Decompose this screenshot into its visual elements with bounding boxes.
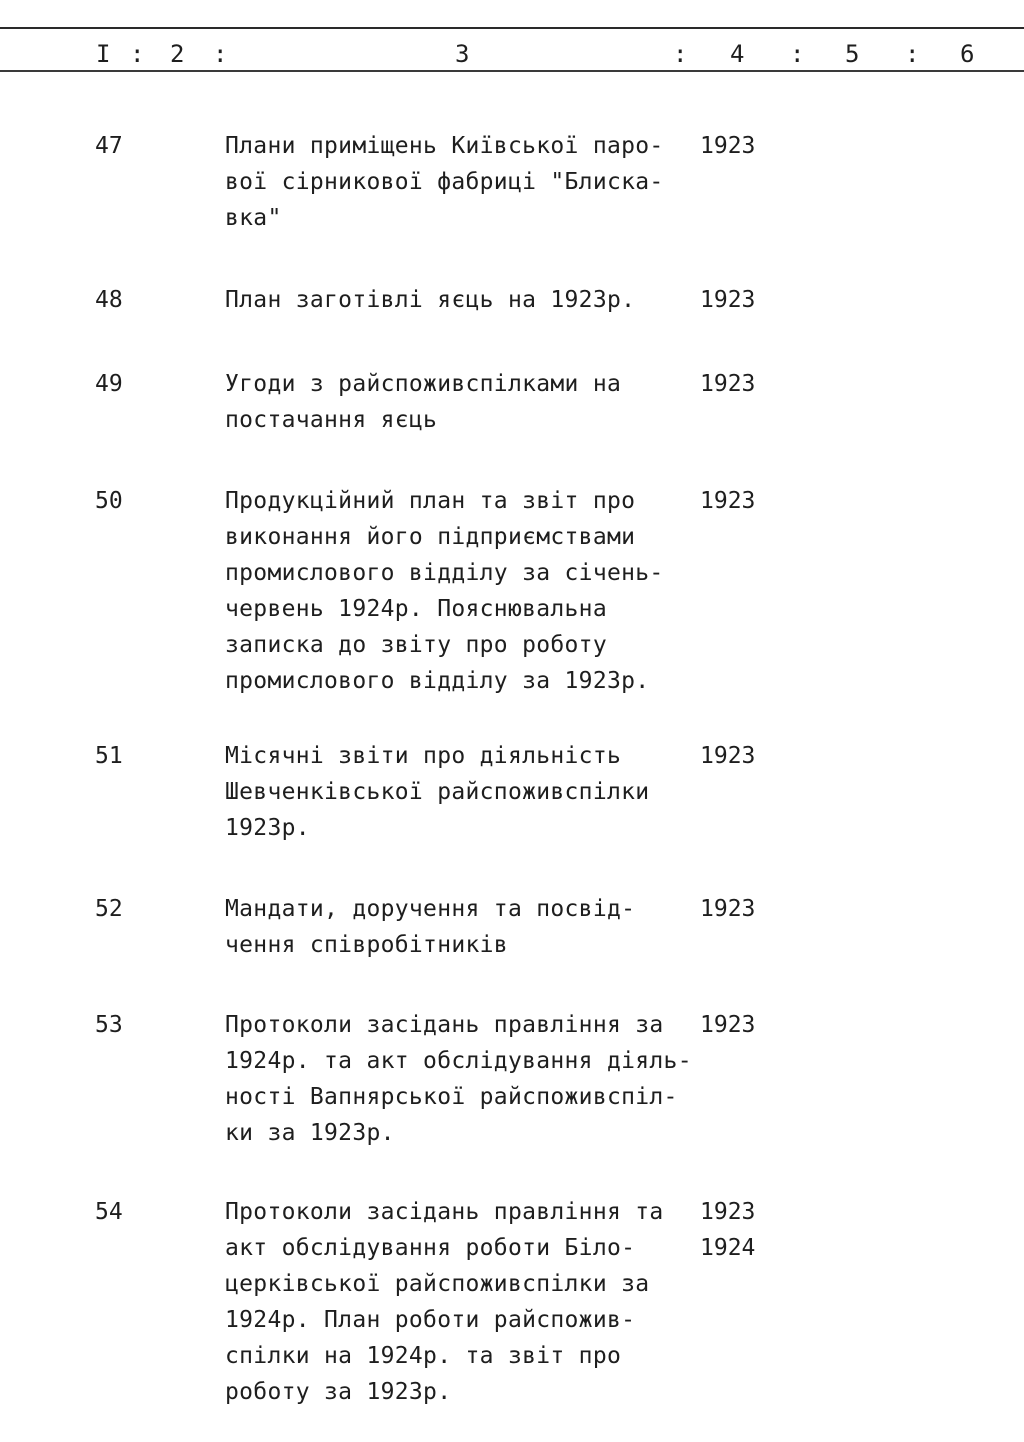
description-line: роботу за 1923р. (225, 1379, 452, 1405)
column-header-1: I (96, 40, 111, 68)
column-separator: : (213, 40, 228, 68)
entry-number: 48 (95, 287, 123, 313)
description-line: чення співробітників (225, 932, 508, 958)
entry-years (700, 366, 755, 402)
description-line: 1924р. та акт обслідування діяль- (225, 1048, 692, 1074)
entry-year: 1923 (700, 896, 756, 922)
description-line: Плани приміщень Київської паро- (225, 133, 664, 159)
description-line: вої сірникової фабриці "Блиска- (225, 169, 664, 195)
entry-years (700, 282, 755, 318)
entry-year: 1923 (700, 133, 756, 159)
entry-years (700, 483, 755, 519)
entry-year: 1923 (700, 743, 756, 769)
entry-number: 49 (95, 371, 123, 397)
entry-number: 54 (95, 1199, 123, 1225)
description-line: Протоколи засідань правління за (225, 1012, 664, 1038)
entry-description (225, 282, 695, 318)
column-header-row (0, 38, 1024, 70)
entry-years (700, 1007, 755, 1043)
description-line: ності Вапнярської райспоживспіл- (225, 1084, 678, 1110)
entry-number: 51 (95, 743, 123, 769)
entry-number: 53 (95, 1012, 123, 1038)
description-line: промислового відділу за 1923р. (225, 668, 650, 694)
entry-year: 1923 (700, 371, 756, 397)
entry-description (225, 366, 695, 438)
entry-years (700, 1194, 755, 1266)
entry-year: 1923 (700, 488, 756, 514)
column-separator: : (673, 40, 688, 68)
entry-description (225, 1194, 695, 1410)
description-line: Місячні звіти про діяльність (225, 743, 622, 769)
header-top-rule (0, 27, 1024, 29)
entry-description (225, 128, 695, 236)
column-header-5: 5 (845, 40, 860, 68)
entry-years (700, 891, 755, 927)
description-line: постачання яєць (225, 407, 438, 433)
description-line: Продукційний план та звіт про (225, 488, 636, 514)
header-bottom-rule (0, 70, 1024, 72)
column-header-3: 3 (455, 40, 470, 68)
column-separator: : (790, 40, 805, 68)
entry-year: 1923 (700, 1199, 756, 1225)
column-separator: : (130, 40, 145, 68)
entry-number: 52 (95, 896, 123, 922)
description-line: вка" (225, 205, 282, 231)
description-line: Мандати, доручення та посвід- (225, 896, 636, 922)
description-line: церківської райспоживспілки за (225, 1271, 650, 1297)
description-line: виконання його підприємствами (225, 524, 636, 550)
description-line: спілки на 1924р. та звіт про (225, 1343, 622, 1369)
description-line: 1923р. (225, 815, 310, 841)
column-header-6: 6 (960, 40, 975, 68)
entry-year: 1923 (700, 287, 756, 313)
entry-years (700, 738, 755, 774)
entry-year: 1924 (700, 1235, 756, 1261)
description-line: Угоди з райспоживспілками на (225, 371, 622, 397)
description-line: Протоколи засідань правління та (225, 1199, 664, 1225)
description-line: записка до звіту про роботу (225, 632, 607, 658)
entry-number: 50 (95, 488, 123, 514)
entry-description (225, 483, 695, 699)
column-separator: : (905, 40, 920, 68)
entry-year: 1923 (700, 1012, 756, 1038)
description-line: План заготівлі яєць на 1923р. (225, 287, 636, 313)
entry-description (225, 1007, 695, 1151)
description-line: акт обслідування роботи Біло- (225, 1235, 636, 1261)
entry-description (225, 738, 695, 846)
column-header-2: 2 (170, 40, 185, 68)
entry-years (700, 128, 755, 164)
entry-number: 47 (95, 133, 123, 159)
description-line: Шевченківської райспоживспілки (225, 779, 650, 805)
description-line: промислового відділу за січень- (225, 560, 664, 586)
description-line: ки за 1923р. (225, 1120, 395, 1146)
entry-description (225, 891, 695, 963)
description-line: червень 1924р. Пояснювальна (225, 596, 607, 622)
description-line: 1924р. План роботи райспожив- (225, 1307, 636, 1333)
column-header-4: 4 (730, 40, 745, 68)
